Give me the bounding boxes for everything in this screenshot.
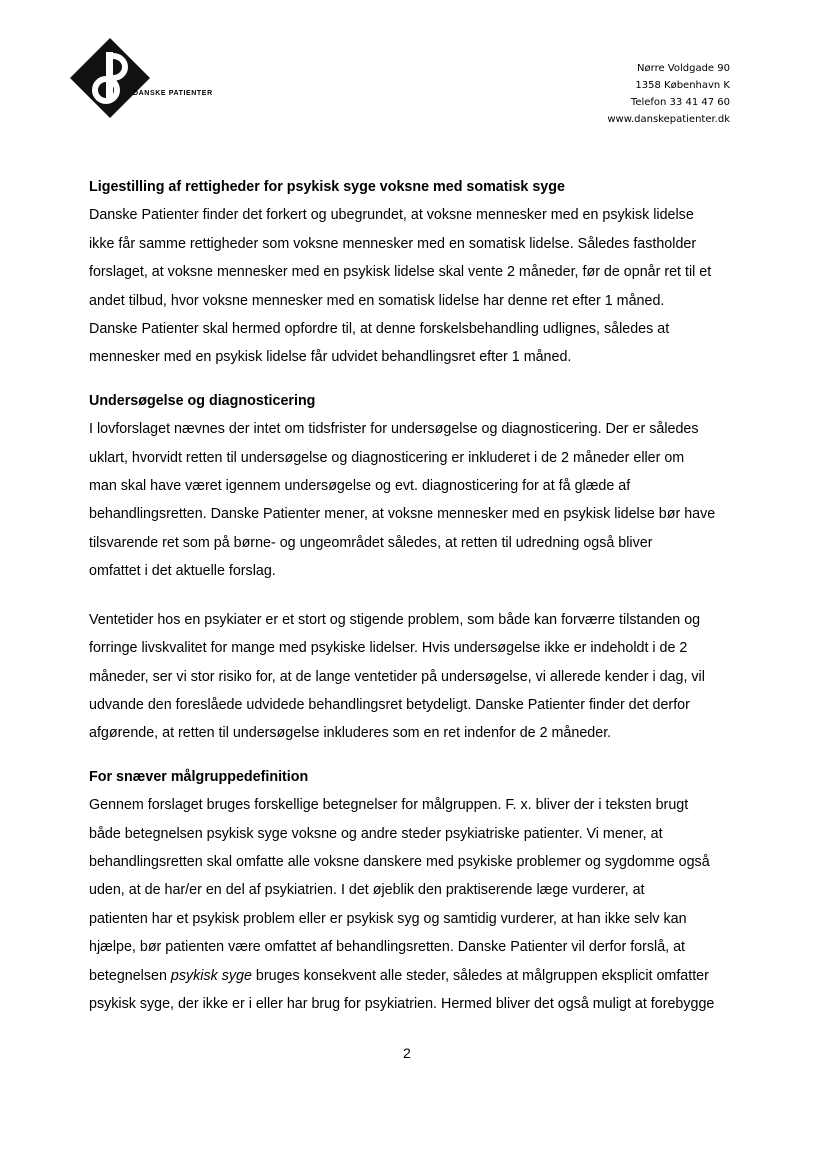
paragraph-line: [89, 962, 739, 990]
italic-term: psykisk syge: [170, 967, 252, 984]
line-text: bruges konsekvent alle steder, således at målgruppen eksplicit omfatter: [251, 967, 709, 984]
paragraph-line: mennesker med en psykisk lidelse får udvidet behandlingsret efter 1 måned.: [89, 349, 572, 366]
address-phone: Telefon 33 41 47 60: [630, 97, 730, 108]
section-heading: Ligestilling af rettigheder for psykisk syge voksne med somatisk syge: [89, 179, 565, 195]
document-body: [89, 173, 739, 1018]
paragraph-line: ikke får samme rettigheder som voksne mennesker med en somatisk lidelse. Således fastholder: [89, 235, 697, 252]
paragraph-line: Danske Patienter skal hermed opfordre til, at denne forskelsbehandling udlignes, således at: [89, 321, 670, 338]
paragraph-line: Danske Patienter finder det forkert og ubegrundet, at voksne mennesker med en psykisk lidelse: [89, 207, 694, 224]
paragraph-line: afgørende, at retten til undersøgelse inkluderes som en ret indenfor de 2 måneder.: [89, 725, 612, 742]
address-block: [607, 60, 730, 128]
paragraph-line: uklart, hvorvidt retten til undersøgelse og diagnosticering er inkluderet i de 2 måneder eller om: [89, 449, 685, 466]
paragraph-line: måneder, ser vi stor risiko for, at de lange ventetider på undersøgelse, vi allerede kender i dag, vil: [89, 668, 705, 685]
paragraph-line: Ventetider hos en psykiater er et stort og stigende problem, som både kan forværre tilstanden og: [89, 611, 701, 628]
paragraph-line: behandlingsretten skal omfatte alle voksne danskere med psykiske problemer og sygdomme også: [89, 853, 710, 870]
paragraph-line: I lovforslaget nævnes der intet om tidsfrister for undersøgelse og diagnosticering. Der er således: [89, 421, 699, 438]
address-street: Nørre Voldgade 90: [637, 63, 730, 74]
section-heading: Undersøgelse og diagnosticering: [89, 392, 316, 409]
paragraph-line: tilsvarende ret som på børne- og ungeområdet således, at retten til udredning også bliver: [89, 534, 653, 551]
danske-patienter-logo: [70, 38, 150, 118]
logo-text: DANSKE PATIENTER: [133, 90, 213, 97]
page-number: 2: [403, 1045, 411, 1061]
address-website: www.danskepatienter.dk: [607, 114, 730, 125]
paragraph-line: omfattet i det aktuelle forslag.: [89, 563, 276, 580]
address-city: 1358 København K: [635, 80, 730, 91]
paragraph-line: Gennem forslaget bruges forskellige betegnelser for målgruppen. F. x. bliver der i teksten brugt: [89, 797, 689, 814]
paragraph-line: hjælpe, bør patienten være omfattet af behandlingsretten. Danske Patienter vil derfor forslå, at: [89, 939, 686, 956]
paragraph-line: uden, at de har/er en del af psykiatrien. I det øjeblik den praktiserende læge vurderer, at: [89, 882, 645, 899]
paragraph-line: man skal have været igennem undersøgelse og evt. diagnosticering for at få glæde af: [89, 478, 631, 495]
paragraph-line: behandlingsretten. Danske Patienter mener, at voksne mennesker med en psykisk lidelse bør have: [89, 506, 716, 523]
paragraph-line: forslaget, at voksne mennesker med en psykisk lidelse skal vente 2 måneder, før de opnår ret til et: [89, 264, 712, 281]
paragraph-line: både betegnelsen psykisk syge voksne og andre steder psykiatriske patienter. Vi mener, at: [89, 825, 663, 842]
paragraph-line: patienten har et psykisk problem eller er psykisk syg og samtidig vurderer, at han ikke selv kan: [89, 910, 687, 927]
paragraph-line: andet tilbud, hvor voksne mennesker med en somatisk lidelse har denne ret efter 1 måned.: [89, 292, 665, 309]
paragraph-line: psykisk syge, der ikke er i eller har brug for psykiatrien. Hermed bliver det også muligt at forebygge: [89, 995, 715, 1012]
section-heading: For snæver målgruppedefinition: [89, 768, 309, 785]
paragraph-line: udvande den foreslåede udvidede behandlingsret betydeligt. Danske Patienter finder det derfor: [89, 696, 690, 713]
line-text: betegnelsen: [89, 967, 171, 984]
paragraph-line: forringe livskvalitet for mange med psykiske lidelser. Hvis undersøgelse ikke er indeholdt i de 2: [89, 640, 688, 657]
